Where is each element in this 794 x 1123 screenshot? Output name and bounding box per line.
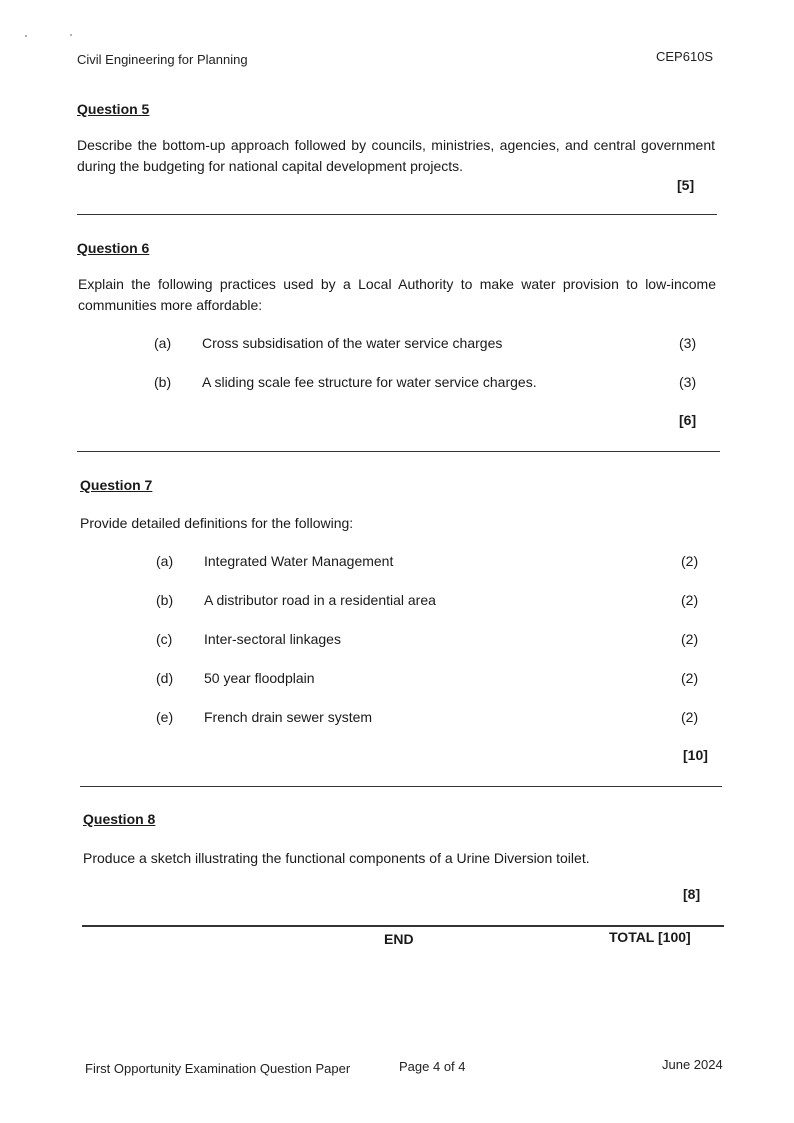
question-8-title: Question 8 (83, 811, 156, 827)
item-label: (b) (154, 374, 172, 390)
item-marks: (2) (681, 709, 699, 725)
item-marks: (2) (681, 553, 699, 569)
question-7-item-a (156, 553, 701, 573)
question-7-item-e (156, 709, 701, 729)
page-number: Page 4 of 4 (399, 1059, 466, 1074)
item-marks: (3) (679, 374, 697, 390)
total-marks-label: TOTAL [100] (609, 929, 691, 945)
exam-date: June 2024 (662, 1057, 723, 1072)
question-5-text: Describe the bottom-up approach followed by councils, ministries, agencies, and central government during the budgeting for national capital development projects. (77, 137, 715, 174)
course-title: Civil Engineering for Planning (77, 52, 248, 67)
question-6-text: Explain the following practices used by a Local Authority to make water provision to low-income communities more affordable: (78, 276, 716, 313)
item-label: (c) (156, 631, 173, 647)
scan-speck (25, 35, 27, 37)
question-7-title: Question 7 (80, 477, 153, 493)
item-text: 50 year floodplain (204, 670, 315, 686)
question-8-text: Produce a sketch illustrating the functional components of a Urine Diversion toilet. (83, 850, 590, 866)
question-5-total-marks: [5] (677, 177, 695, 193)
item-marks: (2) (681, 592, 699, 608)
item-label: (e) (156, 709, 174, 725)
question-6-item-b (154, 374, 699, 394)
item-text: Integrated Water Management (204, 553, 394, 569)
question-7-text: Provide detailed definitions for the following: (80, 515, 354, 531)
item-label: (a) (156, 553, 174, 569)
item-label: (d) (156, 670, 174, 686)
item-marks: (3) (679, 335, 697, 351)
question-5-title: Question 5 (77, 101, 150, 117)
section-divider (77, 214, 717, 215)
section-divider (82, 925, 724, 927)
item-text: French drain sewer system (204, 709, 373, 725)
question-6-item-a (154, 335, 699, 355)
question-7-total-marks: [10] (683, 747, 708, 763)
course-code: CEP610S (656, 49, 714, 64)
item-text: Cross subsidisation of the water service charges (202, 335, 503, 351)
item-label: (a) (154, 335, 172, 351)
item-text: A distributor road in a residential area (204, 592, 436, 608)
question-7-item-c (156, 631, 701, 651)
item-marks: (2) (681, 670, 699, 686)
item-text: A sliding scale fee structure for water service charges. (202, 374, 537, 390)
end-label: END (384, 931, 414, 947)
section-divider (77, 451, 720, 452)
item-label: (b) (156, 592, 174, 608)
question-7-item-d (156, 670, 701, 690)
question-6-title: Question 6 (77, 240, 150, 256)
question-6-total-marks: [6] (679, 412, 697, 428)
item-marks: (2) (681, 631, 699, 647)
question-8-total-marks: [8] (683, 886, 701, 902)
section-divider (80, 786, 722, 787)
scan-speck (70, 34, 72, 36)
question-7-item-b (156, 592, 701, 612)
paper-title: First Opportunity Examination Question Paper (85, 1061, 351, 1076)
item-text: Inter-sectoral linkages (204, 631, 341, 647)
